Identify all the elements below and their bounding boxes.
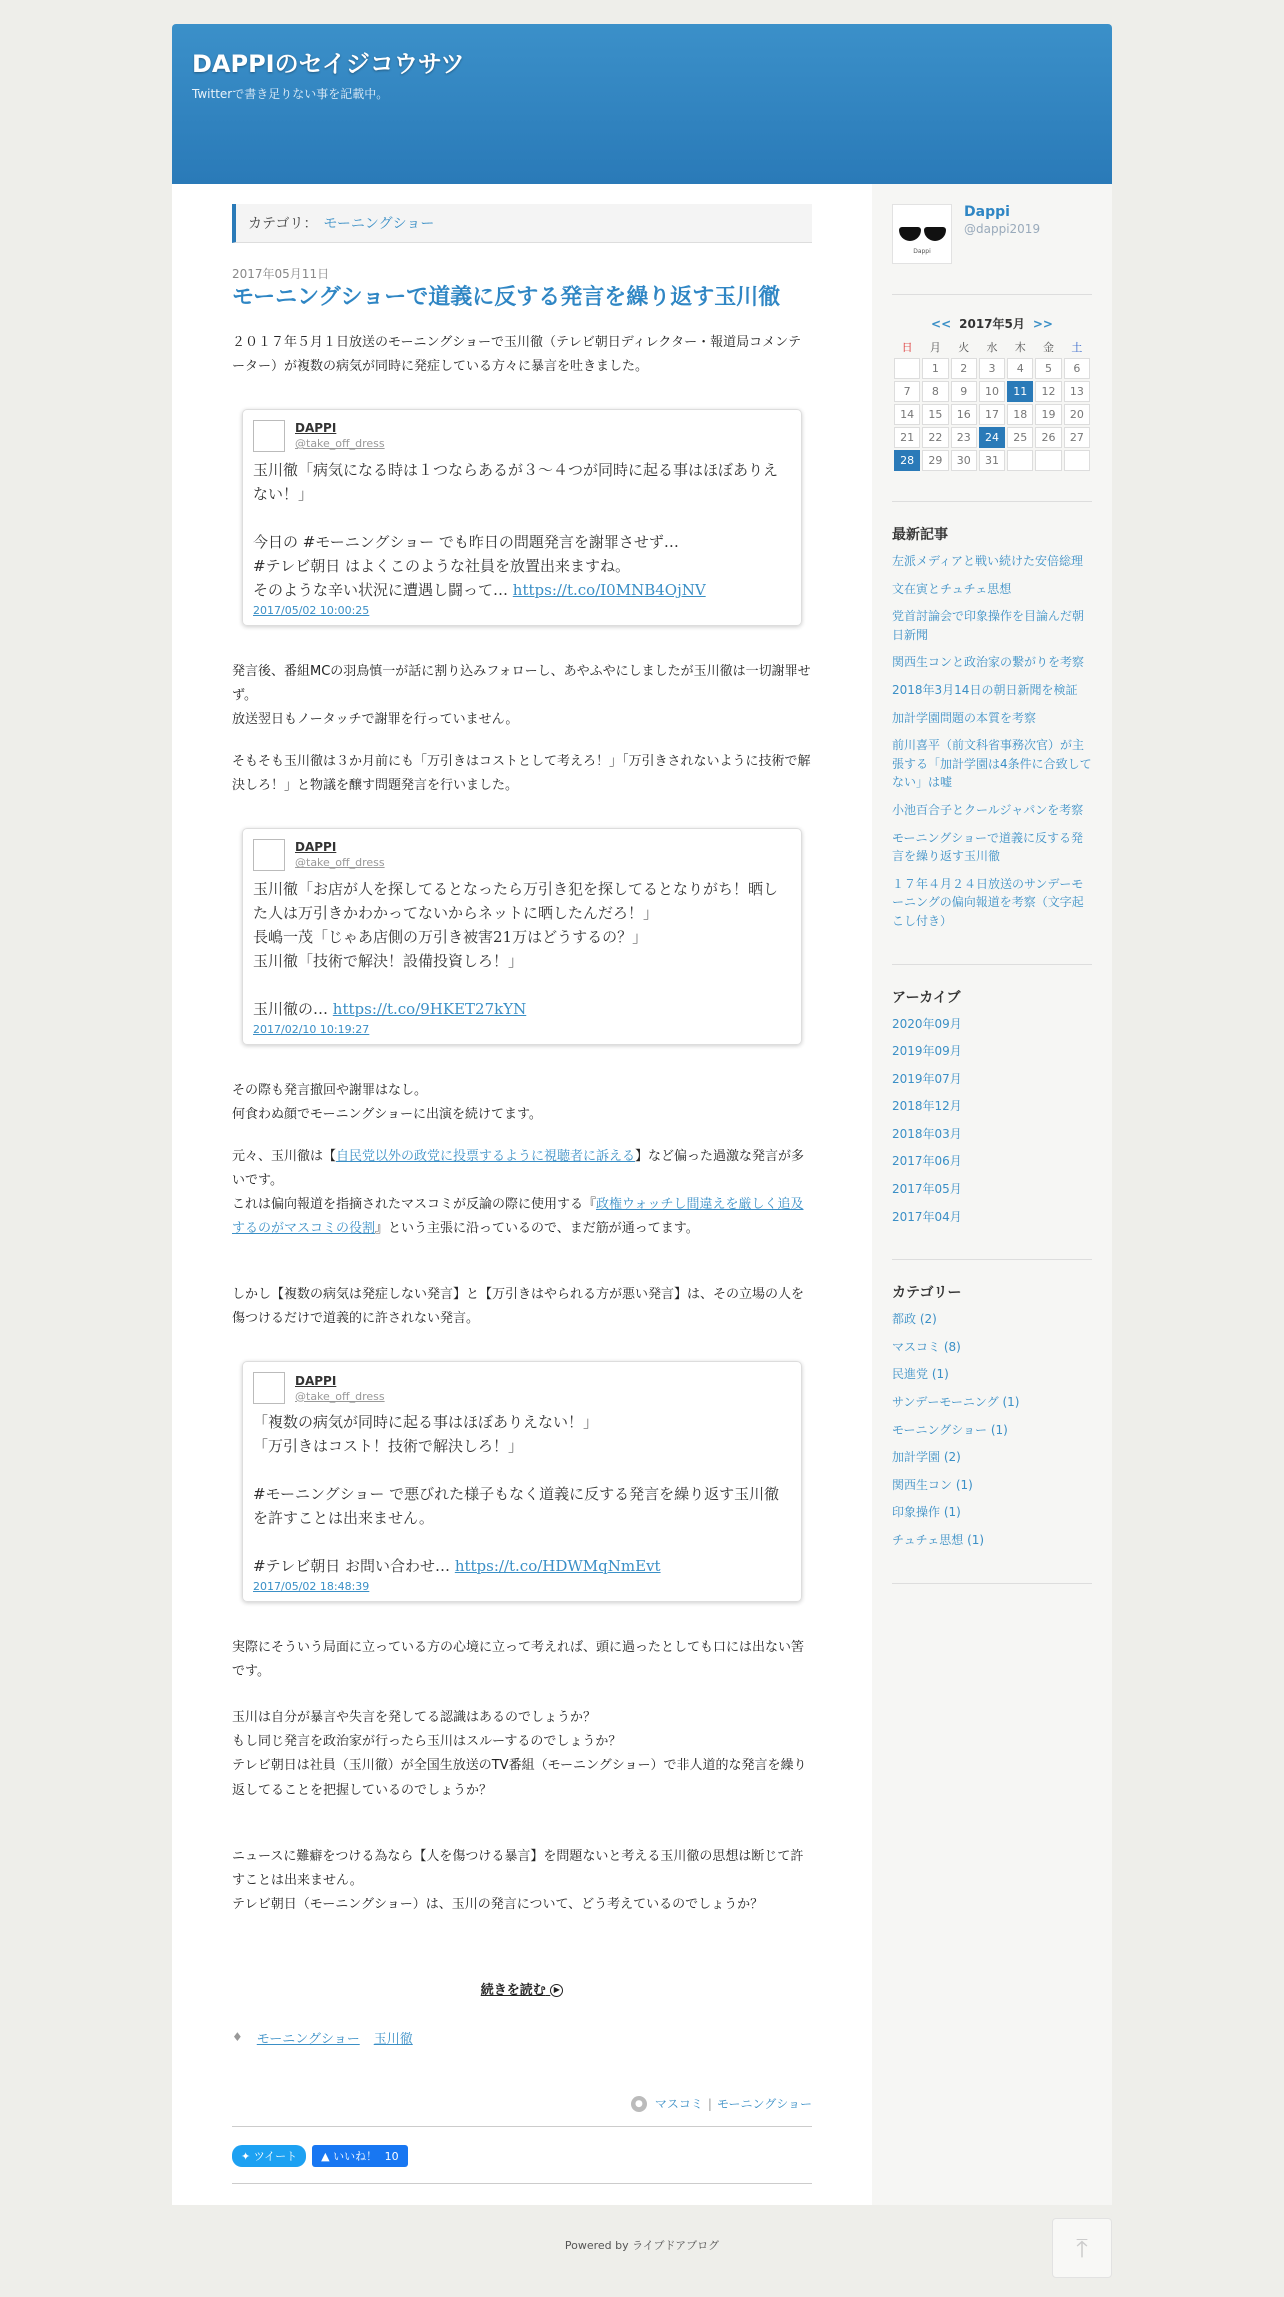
inline-link[interactable]: 政権ウォッチし間違えを厳しく追及するのがマスコミの役割	[232, 1197, 804, 1237]
profile-name[interactable]: Dappi	[964, 204, 1010, 220]
embedded-tweet	[242, 828, 802, 1045]
calendar-weekday: 水	[986, 341, 998, 354]
archive-item	[892, 1042, 1092, 1061]
tweet-header	[253, 420, 791, 452]
tweet-body: 玉川徹「病気になる時は１つならあるが３～４つが同時に起る事はほぼありえない！」 今日の #モーニングショー でも昨日の問題発言を謝罪させず… #テレビ朝日 はよくこのような社員を放置出来ますね。 そのような辛い状況に遭遇し闘って…	[253, 460, 779, 599]
calendar-day: 9	[951, 381, 977, 402]
calendar-day: 4	[1007, 358, 1033, 379]
archive-link[interactable]: 2017年06月	[892, 1154, 962, 1169]
tweet-avatar[interactable]	[253, 420, 285, 452]
calendar-weekday: 火	[958, 341, 970, 354]
tag-link[interactable]: 玉川徹	[373, 2031, 413, 2047]
calendar-day: 18	[1007, 404, 1033, 425]
footer-link[interactable]: ライブドアブログ	[632, 2239, 720, 2252]
thumbs-up-icon: ▲	[321, 2150, 330, 2164]
like-label: いいね！	[333, 2150, 378, 2164]
calendar-day	[1064, 450, 1090, 471]
widget-title: 最新記事	[892, 527, 948, 543]
calendar-day: 22	[922, 427, 948, 448]
tweet-avatar[interactable]	[253, 839, 285, 871]
tweet-author-name[interactable]: DAPPI	[295, 840, 337, 855]
calendar-day	[1007, 450, 1033, 471]
archive-item	[892, 1208, 1092, 1227]
tweet-body: 玉川徹「お店が人を探してるとなったら万引き犯を探してるとなりがち！晒した人は万引きかわかってないからネットに晒したんだろ！」 長嶋一茂「じゃあ店側の万引き被害21万はどうするの？」 玉川徹「技術で解決！設備投資しろ！」 玉川徹の…	[253, 879, 779, 1018]
site-description: Twitterで書き足りない事を記載中。	[192, 87, 389, 101]
calendar-day: 31	[979, 450, 1005, 471]
recent-post-item	[892, 709, 1092, 728]
category-link[interactable]: 民進党 (1)	[892, 1367, 949, 1382]
archive-item	[892, 1152, 1092, 1171]
category-item	[892, 1531, 1092, 1550]
calendar-day: 29	[922, 450, 948, 471]
divider	[232, 2183, 812, 2184]
category-link[interactable]: 印象操作 (1)	[892, 1505, 961, 1520]
paragraph-text: これは偏向報道を指摘されたマスコミが反論の際に使用する『	[232, 1197, 597, 1213]
tweet-date[interactable]: 2017/05/02 18:48:39	[253, 1580, 370, 1594]
read-more-label: 続きを読む	[480, 1982, 546, 1998]
tweet-header	[253, 1372, 791, 1404]
calendar-day: 12	[1035, 381, 1061, 402]
article-paragraph	[232, 1845, 812, 1917]
category-link[interactable]: チュチェ思想 (1)	[892, 1533, 985, 1547]
calendar-day[interactable]: 28	[894, 450, 920, 471]
calendar-grid	[892, 336, 1092, 473]
category-header	[232, 204, 812, 243]
tweet-author-handle[interactable]: @take_off_dress	[295, 437, 385, 451]
calendar-day: 20	[1064, 404, 1090, 425]
calendar-day: 10	[979, 381, 1005, 402]
archive-link[interactable]: 2018年12月	[892, 1099, 962, 1114]
calendar-day: 3	[979, 358, 1005, 379]
tweet-author-name[interactable]: DAPPI	[295, 1373, 337, 1388]
calendar-day	[1035, 450, 1061, 471]
article-paragraph	[232, 660, 812, 732]
recent-post-link[interactable]: 小池百合子とクールジャパンを考察	[892, 802, 1084, 817]
page-top-button[interactable]	[1052, 2218, 1112, 2278]
paragraph-line: 放送翌日もノータッチで謝罪を行っていません。	[232, 711, 519, 727]
paragraph-line: 発言後、番組MCの羽鳥慎一が話に割り込みフォローし、あやふやにしましたが玉川徹は一切謝罪せず。	[232, 663, 811, 703]
calendar-title: 2017年5月	[959, 317, 1025, 331]
category-link[interactable]: 加計学園 (2)	[892, 1450, 961, 1465]
sunglasses-icon	[924, 227, 946, 241]
calendar-day: 6	[1064, 358, 1090, 379]
calendar-day: 30	[951, 450, 977, 471]
recent-post-link[interactable]: 文在寅とチュチェ思想	[892, 581, 1012, 596]
recent-post-item	[892, 875, 1092, 931]
recent-post-link[interactable]: モーニングショーで道義に反する発言を繰り返す玉川徹	[892, 830, 1084, 864]
category-item	[892, 1476, 1092, 1495]
category-item	[892, 1503, 1092, 1522]
calendar-day: 2	[951, 358, 977, 379]
calendar-prev-link[interactable]: <<	[931, 317, 952, 331]
site-header	[172, 24, 1112, 184]
article-paragraph	[232, 1079, 812, 1127]
bird-icon: ✦	[241, 2150, 251, 2164]
recent-post-item	[892, 736, 1092, 792]
calendar-weekday: 木	[1014, 341, 1026, 354]
article-paragraph: そもそも玉川徹は３か月前にも「万引きはコストとして考えろ！」「万引きされないように技術で解決しろ！」と物議を醸す問題発言を行いました。	[232, 753, 811, 793]
tweet-date[interactable]: 2017/02/10 10:19:27	[253, 1022, 370, 1036]
article-paragraph: 実際にそういう局面に立っている方の心境に立って考えれば、頭に過ったとしても口には出ない筈です。	[232, 1640, 805, 1680]
arrow-right-circle-icon: ▶	[550, 1984, 563, 1997]
tweet-text	[253, 1410, 791, 1578]
article-paragraph: しかし【複数の病気は発症しない発言】と【万引きはやられる方が悪い発言】は、その立場の人を傷つけるだけで道義的に許されない発言。	[232, 1287, 805, 1327]
widget-title: カテゴリー	[892, 1285, 962, 1302]
archive-link[interactable]: 2020年09月	[892, 1016, 962, 1031]
category-link[interactable]: マスコミ (8)	[892, 1339, 961, 1354]
category-item	[892, 1448, 1092, 1467]
article-paragraph	[232, 1706, 812, 1802]
tweet-link[interactable]: https://t.co/I0MNB4OjNV	[512, 580, 706, 599]
meta-category-link[interactable]: モーニングショー	[716, 2096, 812, 2111]
tweet-author-handle[interactable]: @take_off_dress	[295, 1389, 385, 1403]
sunglasses-icon	[899, 227, 921, 241]
calendar-day: 8	[922, 381, 948, 402]
category-header-label: カテゴリ：	[248, 216, 318, 232]
recent-posts-list	[892, 552, 1092, 931]
recent-posts-widget	[892, 502, 1092, 965]
tweet-author-handle[interactable]: @take_off_dress	[295, 856, 385, 870]
like-count: 10	[384, 2150, 399, 2164]
site-title[interactable]: DAPPIのセイジコウサツ	[192, 50, 465, 78]
calendar-widget	[892, 295, 1092, 502]
paragraph-text: 元々、玉川徹は【	[232, 1149, 337, 1165]
tweet-text	[253, 458, 791, 602]
recent-post-item	[892, 829, 1092, 866]
calendar-header	[892, 315, 1092, 332]
calendar-weekday: 土	[1071, 341, 1083, 354]
category-item	[892, 1421, 1092, 1440]
calendar-weekday: 日	[901, 341, 913, 354]
paragraph-text: 』という主張に沿っているので、まだ筋が通ってます。	[375, 1221, 699, 1237]
archive-item	[892, 1125, 1092, 1144]
recent-post-item	[892, 580, 1092, 599]
calendar-day: 7	[894, 381, 920, 402]
meta-category-link[interactable]: マスコミ	[654, 2096, 703, 2111]
recent-post-link[interactable]: 左派メディアと戦い続けた安倍総理	[892, 554, 1084, 568]
divider	[232, 2126, 812, 2127]
article-paragraph: ２０１７年５月１日放送のモーニングショーで玉川徹（テレビ朝日ディレクター・報道局コメンテーター）が複数の病気が同時に発症している方々に暴言を吐きました。	[232, 334, 802, 374]
tweet-header	[253, 839, 791, 871]
paragraph-line: ニュースに難癖をつける為なら【人を傷つける暴言】を問題ないと考える玉川徹の思想は断じて許すことは出来ません。	[232, 1848, 804, 1888]
tag-link[interactable]: モーニングショー	[256, 2031, 360, 2047]
recent-post-link[interactable]: 前川喜平（前文科省事務次官）が主張する「加計学園は4条件に合致してない」は嘘	[892, 738, 1092, 790]
calendar-day: 17	[979, 404, 1005, 425]
recent-post-link[interactable]: 関西生コンと政治家の繋がりを考察	[892, 655, 1085, 670]
archive-item	[892, 1070, 1092, 1089]
paragraph-text: 】など偏った過激な発言が多いです。	[232, 1149, 805, 1189]
read-more-link[interactable]	[232, 1979, 812, 1998]
recent-post-item	[892, 552, 1092, 571]
arrow-up-icon: ⤒	[1076, 2234, 1088, 2264]
tweet-share-button[interactable]	[232, 2145, 306, 2167]
archive-widget	[892, 965, 1092, 1261]
category-widget	[892, 1260, 1092, 1583]
category-item	[892, 1365, 1092, 1384]
footer-text: Powered by	[564, 2239, 629, 2252]
like-button[interactable]	[312, 2145, 407, 2167]
widget-title: アーカイブ	[892, 989, 961, 1006]
tweet-text	[253, 877, 791, 1021]
calendar-day: 25	[1007, 427, 1033, 448]
calendar-day[interactable]: 24	[979, 427, 1005, 448]
calendar-weekday: 月	[929, 341, 941, 354]
category-link[interactable]: サンデーモーニング (1)	[892, 1395, 1020, 1410]
archive-link[interactable]: 2018年03月	[892, 1126, 962, 1141]
category-item	[892, 1310, 1092, 1329]
recent-post-item	[892, 607, 1092, 644]
embedded-tweet	[242, 409, 802, 626]
category-list	[892, 1310, 1092, 1549]
recent-post-link[interactable]: 加計学園問題の本質を考察	[892, 710, 1037, 725]
calendar-weekday: 金	[1043, 341, 1055, 354]
share-buttons	[232, 2145, 812, 2167]
paragraph-line: その際も発言撤回や謝罪はなし。	[232, 1082, 428, 1098]
comment-icon[interactable]: ●	[631, 2096, 647, 2112]
recent-post-item	[892, 681, 1092, 700]
archive-link[interactable]: 2017年05月	[892, 1182, 962, 1197]
calendar-day: 27	[1064, 427, 1090, 448]
tweet-link[interactable]: https://t.co/HDWMqNmEvt	[454, 1557, 661, 1576]
calendar-day: 15	[922, 404, 948, 425]
calendar-day: 19	[1035, 404, 1061, 425]
recent-post-item	[892, 801, 1092, 820]
archive-item	[892, 1015, 1092, 1034]
recent-post-link[interactable]: １７年４月２４日放送のサンデーモーニングの偏向報道を考察（文字起こし付き）	[892, 876, 1084, 928]
profile-handle: @dappi2019	[964, 222, 1041, 236]
archive-list	[892, 1015, 1092, 1227]
profile-widget	[892, 204, 1092, 295]
paragraph-line: 玉川は自分が暴言や失言を発してる認識はあるのでしょうか？	[232, 1710, 597, 1726]
calendar-next-link[interactable]: >>	[1032, 317, 1053, 331]
paragraph-line: テレビ朝日（モーニングショー）は、玉川の発言について、どう考えているのでしょうか？	[232, 1896, 764, 1912]
calendar-day: 23	[951, 427, 977, 448]
tweet-link[interactable]: https://t.co/9HKET27kYN	[332, 999, 527, 1018]
article-title[interactable]: モーニングショーで道義に反する発言を繰り返す玉川徹	[232, 285, 781, 310]
recent-post-link[interactable]: 2018年3月14日の朝日新聞を検証	[892, 682, 1078, 697]
sidebar	[872, 184, 1112, 2205]
calendar-day: 5	[1035, 358, 1061, 379]
profile-image-caption: Dappi	[913, 248, 931, 255]
archive-link[interactable]: 2017年04月	[892, 1209, 962, 1224]
paragraph-line: 何食わぬ顔でモーニングショーに出演を続けてます。	[232, 1106, 542, 1122]
site-footer	[172, 2237, 1112, 2253]
calendar-day: 26	[1035, 427, 1061, 448]
tag-icon: ♦	[232, 2030, 243, 2045]
category-link[interactable]: 関西生コン (1)	[892, 1477, 973, 1492]
tweet-date[interactable]: 2017/05/02 10:00:25	[253, 603, 370, 617]
calendar-day: 16	[951, 404, 977, 425]
calendar-day: 21	[894, 427, 920, 448]
category-link[interactable]: 都政 (2)	[892, 1312, 937, 1327]
paragraph-line: もし同じ発言を政治家が行ったら玉川はスルーするのでしょうか？	[232, 1734, 622, 1750]
tweet-body: 「複数の病気が同時に起る事はほぼありえない！」 「万引きはコスト！技術で解決しろ！」 #モーニングショー で悪びれた様子もなく道義に反する発言を繰り返す玉川徹を許すことは出来ません。 #テレビ朝日 お問い合わせ…	[253, 1413, 780, 1576]
meta-separator: |	[707, 2096, 712, 2111]
main-content	[172, 184, 872, 2205]
paragraph-line: テレビ朝日は社員（玉川徹）が全国生放送のTV番組（モーニングショー）で非人道的な発言を繰り返してることを把握しているのでしょうか？	[232, 1758, 807, 1798]
calendar-day: 13	[1064, 381, 1090, 402]
calendar-day: 14	[894, 404, 920, 425]
profile-image[interactable]	[892, 204, 952, 264]
article-tags	[232, 2028, 812, 2047]
category-item	[892, 1393, 1092, 1412]
page-body	[172, 184, 1112, 2205]
article-date: 2017年05月11日	[232, 267, 330, 281]
category-link[interactable]: モーニングショー (1)	[892, 1422, 1008, 1437]
recent-post-item	[892, 653, 1092, 672]
page-wrapper	[172, 24, 1112, 2205]
embedded-tweet	[242, 1361, 802, 1602]
calendar-day	[894, 358, 920, 379]
tweet-author-name[interactable]: DAPPI	[295, 421, 337, 436]
archive-item	[892, 1180, 1092, 1199]
archive-link[interactable]: 2019年07月	[892, 1071, 962, 1086]
category-header-link[interactable]: モーニングショー	[323, 216, 435, 232]
tweet-share-label: ツイート	[253, 2150, 298, 2164]
article-paragraph	[232, 1145, 812, 1241]
calendar-day[interactable]: 11	[1007, 381, 1033, 402]
tweet-avatar[interactable]	[253, 1372, 285, 1404]
archive-item	[892, 1097, 1092, 1116]
inline-link[interactable]: 自民党以外の政党に投票するように視聴者に訴える	[336, 1149, 636, 1165]
calendar-day: 1	[922, 358, 948, 379]
recent-post-link[interactable]: 党首討論会で印象操作を目論んだ朝日新聞	[892, 609, 1085, 642]
archive-link[interactable]: 2019年09月	[892, 1044, 962, 1059]
category-item	[892, 1338, 1092, 1357]
article-meta	[232, 2095, 812, 2113]
